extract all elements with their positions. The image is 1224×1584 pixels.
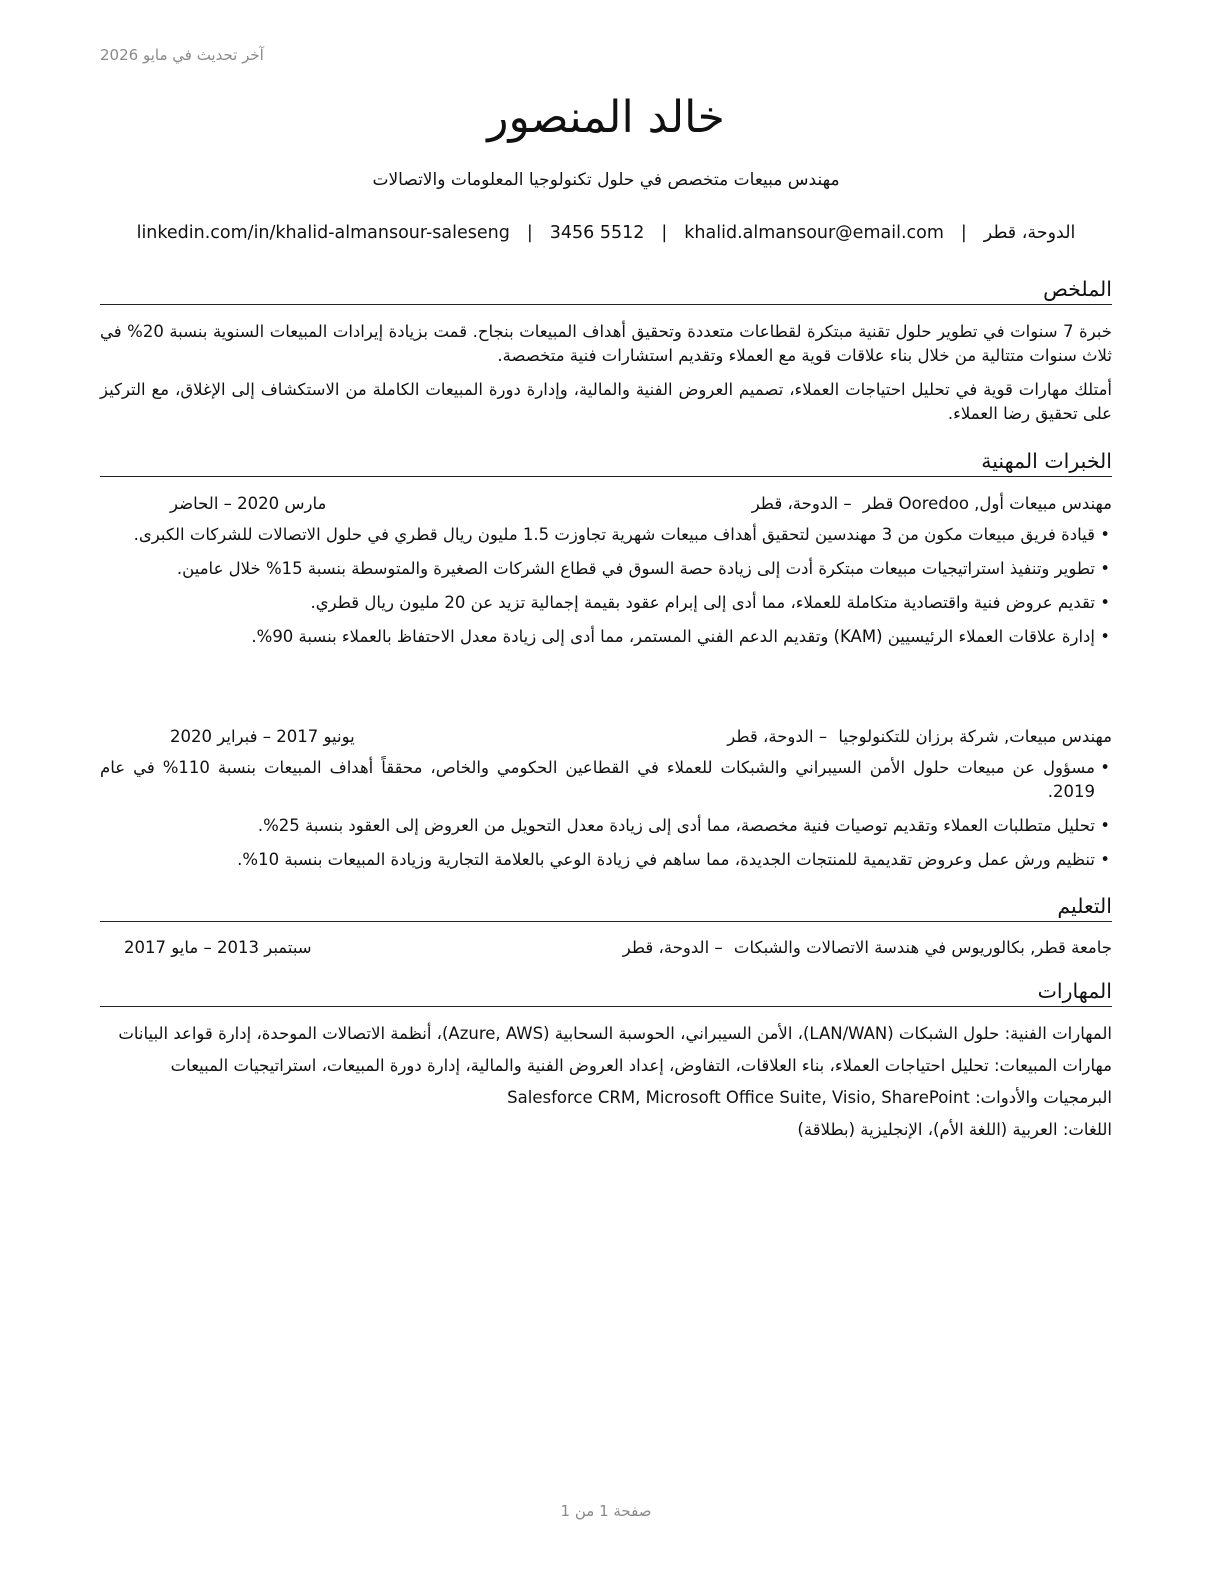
list-item: • إدارة علاقات العملاء الرئيسيين (KAM) وتقديم الدعم الفني المستمر، مما أدى إلى زيادة معدل الاحتفاظ بالعملاء بنسبة 90%. (100, 625, 1112, 649)
contact-location: الدوحة، قطر (983, 223, 1076, 243)
contact-line (114, 223, 1098, 243)
list-item: • تحليل متطلبات العملاء وتقديم توصيات فنية مخصصة، مما أدى إلى زيادة معدل التحويل من العروض إلى العقود بنسبة 25%. (100, 814, 1112, 838)
education-heading: التعليم (100, 894, 1112, 922)
skills-body (100, 1022, 1112, 1150)
contact-separator: | (960, 223, 967, 243)
job-header (100, 725, 1112, 749)
contact-phone: 3456 5512 (549, 223, 645, 243)
job-dates: يونيو 2017 – فبراير 2020 (170, 727, 355, 746)
job-location: – الدوحة، قطر (751, 494, 852, 513)
last-updated-note: آخر تحديث في مايو 2026 (100, 46, 264, 64)
skills-heading: المهارات (100, 979, 1112, 1007)
list-item: • تقديم عروض فنية واقتصادية متكاملة للعملاء، مما أدى إلى إبرام عقود بقيمة إجمالية تزيد عن 20 مليون ريال قطري. (100, 591, 1112, 615)
job-title: مهندس مبيعات, شركة برزان للتكنولوجيا (838, 727, 1112, 746)
skill-line: المهارات الفنية: حلول الشبكات (LAN/WAN)، الأمن السيبراني، الحوسبة السحابية (Azure, AWS)، أنظمة الاتصالات الموحدة، إدارة قواعد البيانات (118, 1024, 1112, 1043)
contact-email[interactable]: khalid.almansour@email.com (684, 223, 944, 243)
degree-title: جامعة قطر, بكالوريوس في هندسة الاتصالات والشبكات (733, 938, 1112, 957)
skill-line: مهارات المبيعات: تحليل احتياجات العملاء، بناء العلاقات، التفاوض، إعداد العروض الفنية والمالية، إدارة دورة المبيعات، استراتيجيات المبيعات (170, 1056, 1112, 1075)
list-item: • قيادة فريق مبيعات مكون من 3 مهندسين لتحقيق أهداف مبيعات شهرية تجاوزت 1.5 مليون ريال قطري في حلول الاتصالات للشركات الكبرى. (100, 523, 1112, 547)
job-header (100, 492, 1112, 516)
summary-body (100, 320, 1112, 436)
education-title-line (623, 936, 1112, 960)
experience-heading: الخبرات المهنية (100, 449, 1112, 477)
contact-separator: | (661, 223, 668, 243)
job-dates: مارس 2020 – الحاضر (170, 494, 327, 513)
list-item: • تنظيم ورش عمل وعروض تقديمية للمنتجات الجديدة، مما ساهم في زيادة الوعي بالعلامة التجارية وزيادة المبيعات بنسبة 10%. (100, 848, 1112, 872)
contact-linkedin[interactable]: linkedin.com/in/khalid-almansour-saleseng (136, 223, 510, 243)
list-item: • تطوير وتنفيذ استراتيجيات مبيعات مبتكرة أدت إلى زيادة حصة السوق في قطاع الشركات الصغيرة والمتوسطة بنسبة 15% خلال عامين. (100, 557, 1112, 581)
job-location: – الدوحة، قطر (727, 727, 828, 746)
page-number: صفحة 1 من 1 (560, 1502, 652, 1520)
professional-headline: مهندس مبيعات متخصص في حلول تكنولوجيا المعلومات والاتصالات (372, 170, 840, 190)
job-title-line (752, 492, 1112, 516)
job-bullets (100, 756, 1112, 882)
candidate-name: خالد المنصور (487, 92, 725, 143)
skill-line: اللغات: العربية (اللغة الأم)، الإنجليزية (بطلاقة) (797, 1120, 1112, 1139)
job-title-line (727, 725, 1112, 749)
summary-heading: الملخص (100, 277, 1112, 305)
list-item: • مسؤول عن مبيعات حلول الأمن السيبراني والشبكات للعملاء في القطاعين الحكومي والخاص، محققاً أهداف المبيعات بنسبة 110% في عام 2019. (100, 756, 1112, 804)
job-title: مهندس مبيعات أول, Ooredoo قطر (862, 494, 1112, 513)
education-entry (100, 936, 1112, 960)
education-dates: سبتمبر 2013 – مايو 2017 (124, 938, 312, 957)
job-bullets (100, 523, 1112, 659)
summary-paragraph: خبرة 7 سنوات في تطوير حلول تقنية مبتكرة لقطاعات متعددة وتحقيق أهداف المبيعات بنجاح. قمت بزيادة إيرادات المبيعات السنوية بنسبة 20% في ثلاث سنوات متتالية من خلال بناء علاقات قوية مع العملاء وتقديم استشارات فنية متخصصة. (100, 322, 1112, 365)
skill-line: البرمجيات والأدوات: Salesforce CRM, Microsoft Office Suite, Visio, SharePoint (507, 1088, 1112, 1107)
resume-page (100, 0, 1112, 1584)
contact-separator: | (526, 223, 533, 243)
summary-paragraph: أمتلك مهارات قوية في تحليل احتياجات العملاء، تصميم العروض الفنية والمالية، وإدارة دورة المبيعات الكاملة من الاستكشاف إلى الإغلاق، مع التركيز على تحقيق رضا العملاء. (100, 380, 1112, 423)
education-location: – الدوحة، قطر (622, 938, 723, 957)
